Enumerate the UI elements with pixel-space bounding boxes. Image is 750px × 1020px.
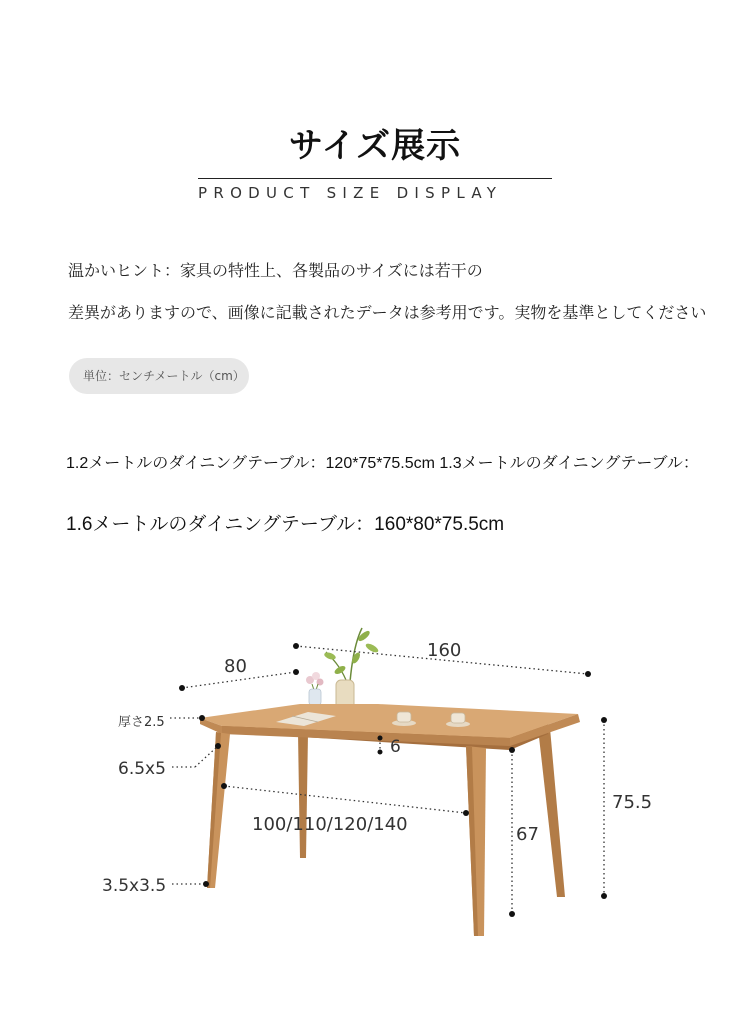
- apron-size-label: 6.5x5: [118, 759, 166, 779]
- vase-plant-icon: [323, 628, 379, 714]
- length-label: 160: [427, 640, 462, 661]
- top-thickness-label: 厚さ2.5: [118, 715, 165, 730]
- leg-spacing-label: 100/110/120/140: [252, 814, 408, 835]
- clear-height-label: 67: [516, 824, 539, 845]
- title-divider: [198, 178, 552, 179]
- unit-badge: 単位：センチメートル（cm）: [69, 358, 249, 394]
- depth-label: 80: [224, 656, 247, 677]
- total-height-label: 75.5: [612, 792, 653, 813]
- leg-size-label: 3.5x3.5: [102, 876, 167, 896]
- apron-height-label: 6: [390, 737, 401, 757]
- page-title: サイズ展示: [288, 126, 462, 166]
- flower-vase-icon: [306, 672, 324, 705]
- dimension-endpoints: [179, 643, 607, 917]
- size-spec-line-2: 1.6メートルのダイニングテーブル：160*80*75.5cm: [66, 514, 505, 535]
- page-subtitle: PRODUCT SIZE DISPLAY: [198, 184, 503, 202]
- dimension-lines: [170, 646, 604, 914]
- table-legs-back: [298, 728, 565, 897]
- table-dimension-illustration: [0, 600, 750, 1020]
- size-spec-line-1: 1.2メートルのダイニングテーブル：120*75*75.5cm 1.3メートルのダイニングテーブル：: [66, 455, 699, 472]
- notice-line-2: 差異がありますので、画像に記載されたデータは参考用です。実物を基準としてください: [68, 303, 707, 322]
- notice-line-1: 温かいヒント：家具の特性上、各製品のサイズには若干の: [68, 261, 483, 280]
